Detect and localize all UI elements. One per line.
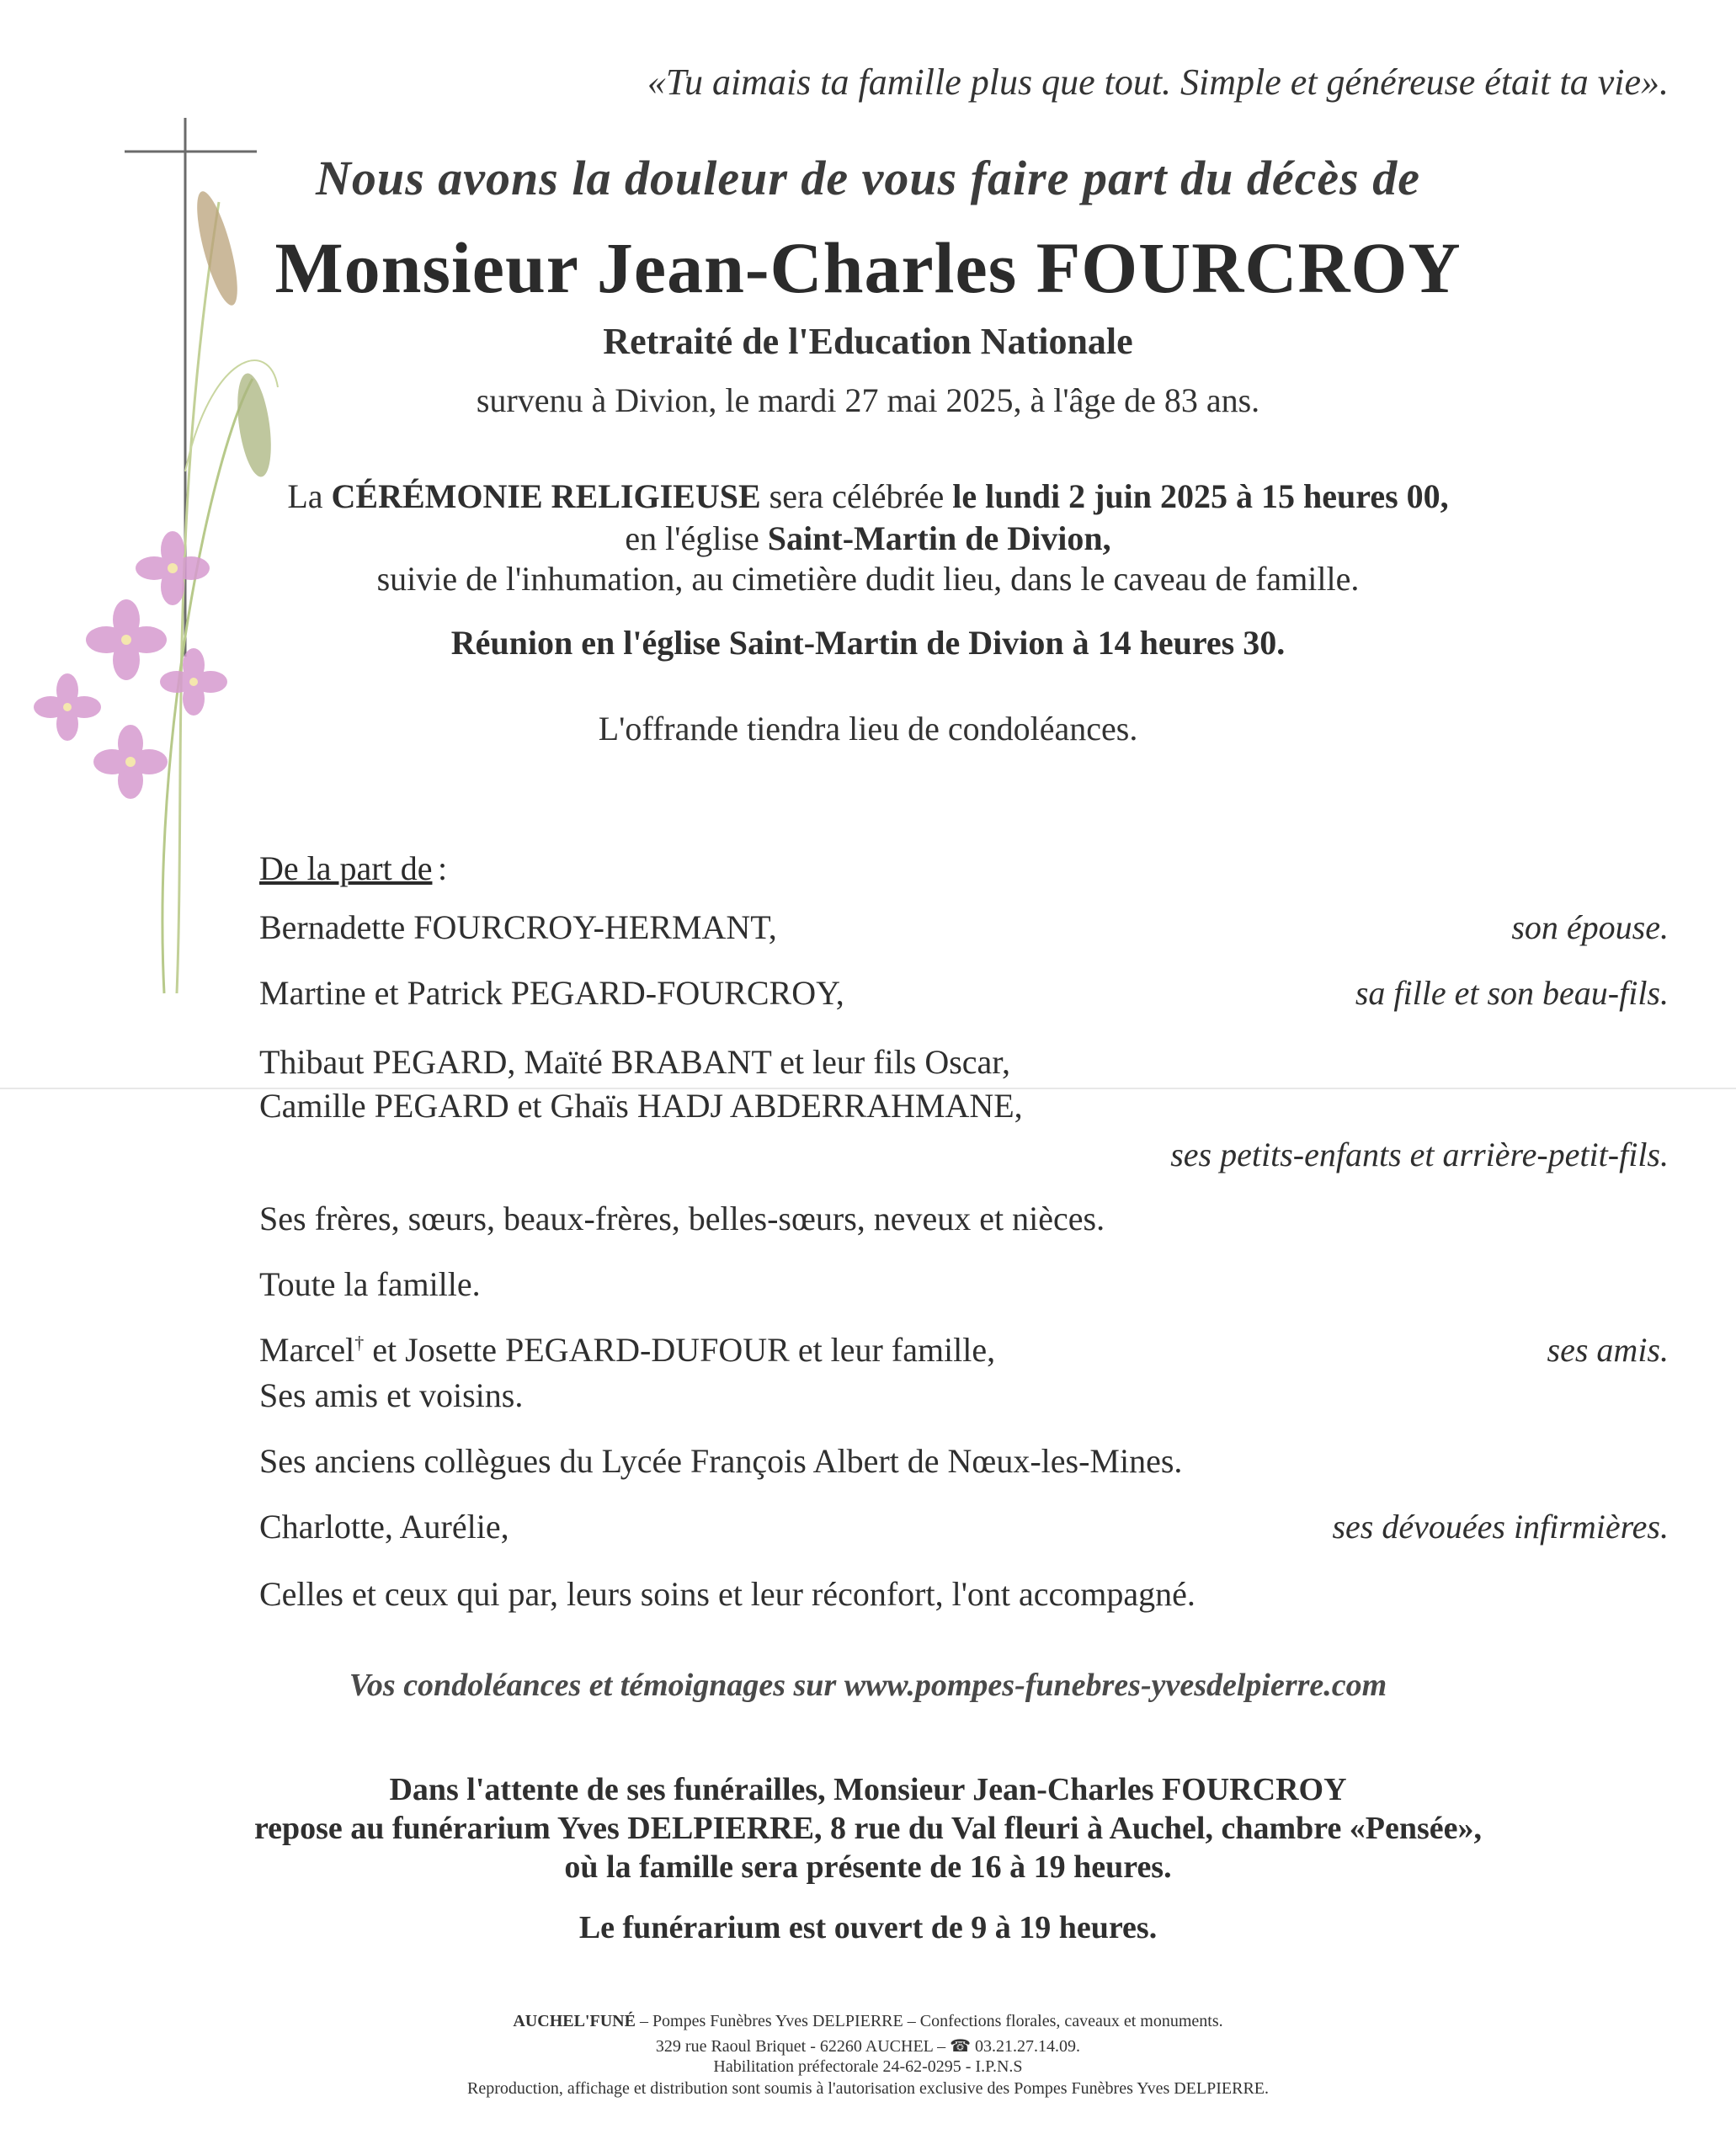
deceased-mark: †	[354, 1332, 365, 1354]
funerarium-line-3: où la famille sera présente de 16 à 19 heures.	[564, 1849, 1172, 1885]
announcement-intro: Nous avons la douleur de vous faire part du décès de	[316, 151, 1420, 205]
footer-license: Habilitation préfectorale 24-62-0295 - I.P.N.S	[713, 2057, 1023, 2076]
footer-line-1	[0, 2012, 1736, 2031]
reunion-notice: Réunion en l'église Saint-Martin de Divion à 14 heures 30.	[450, 624, 1286, 662]
death-details: survenu à Divion, le mardi 27 mai 2025, à l'âge de 83 ans.	[476, 381, 1260, 419]
family-relation: sa fille et son beau-fils.	[1355, 974, 1669, 1012]
ceremony-type: CÉRÉMONIE RELIGIEUSE	[331, 477, 761, 515]
family-row	[259, 1375, 1669, 1415]
offering-notice: L'offrande tiendra lieu de condoléances.	[598, 710, 1138, 748]
family-names: Ses anciens collègues du Lycée François Albert de Nœux-les-Mines.	[259, 1442, 1183, 1480]
family-row	[259, 1574, 1669, 1614]
family-row	[259, 1086, 1669, 1125]
ceremony-church: Saint-Martin de Divion,	[767, 519, 1111, 557]
footer-copyright: Reproduction, affichage et distribution sont soumis à l'autorisation exclusive des Pompes Funèbres Yves DELPIERRE.	[466, 2079, 1269, 2098]
epitaph-quote: «Tu aimais ta famille plus que tout. Simple et généreuse était ta vie».	[647, 61, 1669, 103]
ceremony-line-3: suivie de l'inhumation, au cimetière dudit lieu, dans le caveau de famille.	[376, 560, 1360, 598]
funerarium-hours: Le funérarium est ouvert de 9 à 19 heures.	[578, 1910, 1158, 1945]
funerarium-line-2: repose au funérarium Yves DELPIERRE, 8 rue du Val fleuri à Auchel, chambre «Pensée»,	[253, 1811, 1483, 1846]
footer-address: 329 rue Raoul Briquet - 62260 AUCHEL – ☎ 03.21.27.14.09.	[655, 2037, 1081, 2056]
deceased-profession: Retraité de l'Education Nationale	[603, 321, 1133, 362]
family-names: Bernadette FOURCROY-HERMANT,	[259, 908, 777, 946]
deceased-name: Monsieur Jean-Charles FOURCROY	[274, 227, 1462, 308]
family-names: Celles et ceux qui par, leurs soins et leur réconfort, l'ont accompagné.	[259, 1575, 1195, 1613]
family-row	[259, 1330, 1669, 1370]
ceremony-text: sera célébrée	[760, 477, 953, 515]
from-label-colon: :	[438, 849, 448, 887]
family-names: Toute la famille.	[259, 1265, 481, 1303]
family-names: Marcel	[259, 1331, 355, 1369]
condolences-website: Vos condoléances et témoignages sur www.pompes-funebres-yvesdelpierre.com	[349, 1668, 1387, 1703]
family-names: et Josette PEGARD-DUFOUR et leur famille,	[364, 1331, 996, 1369]
family-relation: ses petits-enfants et arrière-petit-fils.	[1170, 1136, 1669, 1173]
ceremony-line-1	[0, 476, 1736, 517]
family-row	[259, 1042, 1669, 1082]
family-row	[259, 1264, 1669, 1304]
family-row	[259, 1441, 1669, 1481]
family-row	[259, 1199, 1669, 1238]
funerarium-line-1: Dans l'attente de ses funérailles, Monsieur Jean-Charles FOURCROY	[389, 1772, 1347, 1807]
ceremony-date: le lundi 2 juin 2025 à 15 heures 00,	[952, 477, 1449, 515]
family-names: Ses amis et voisins.	[259, 1376, 524, 1414]
family-row	[259, 973, 1669, 1013]
family-row	[259, 1507, 1669, 1546]
footer-text: – Pompes Funèbres Yves DELPIERRE – Confections florales, caveaux et monuments.	[635, 2012, 1223, 2030]
family-row	[259, 907, 1669, 947]
family-names: Charlotte, Aurélie,	[259, 1508, 509, 1546]
family-names: Camille PEGARD et Ghaïs HADJ ABDERRAHMANE,	[259, 1087, 1023, 1125]
family-relation: ses amis.	[1547, 1331, 1669, 1369]
family-relation: son épouse.	[1511, 908, 1669, 946]
ceremony-line-2	[0, 519, 1736, 559]
ceremony-text: en l'église	[625, 519, 768, 557]
family-relation: ses dévouées infirmières.	[1332, 1508, 1669, 1546]
family-names: Martine et Patrick PEGARD-FOURCROY,	[259, 974, 844, 1012]
footer-brand: AUCHEL'FUNÉ	[513, 2012, 636, 2030]
family-names: Thibaut PEGARD, Maïté BRABANT et leur fils Oscar,	[259, 1043, 1010, 1081]
family-names: Ses frères, sœurs, beaux-frères, belles-sœurs, neveux et nièces.	[259, 1200, 1105, 1237]
from-label: De la part de	[259, 849, 433, 887]
ceremony-text: La	[287, 477, 332, 515]
